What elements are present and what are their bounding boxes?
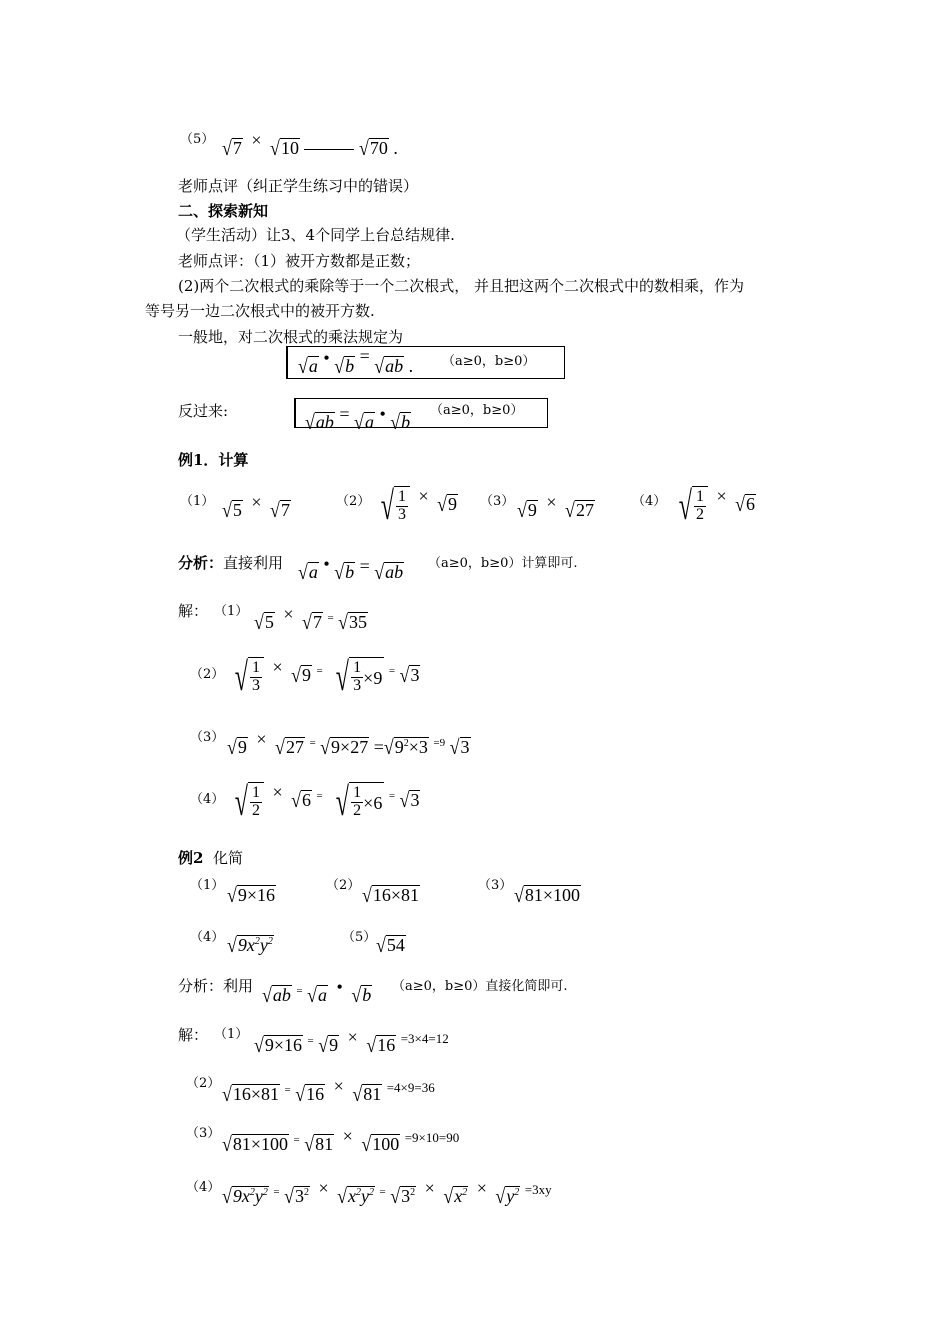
ex2-item5-expr: √54 xyxy=(376,933,405,957)
ex1-analysis-tail: （a≥0，b≥0）计算即可. xyxy=(428,556,578,571)
ex1-sol2-expr: √ $\frac{1}{3}$ × √9 = √ $\frac{1}{3}$ ×9 = √3 xyxy=(234,654,420,699)
ex1-item3-expr: √9 × √27 xyxy=(517,492,594,522)
ex2-analysis: 分析：利用 xyxy=(178,977,254,995)
ex2-item1-label: （1） xyxy=(190,878,225,893)
ex1-item2-label: （2） xyxy=(336,494,371,509)
ex2-item5-label: （5） xyxy=(342,930,377,945)
ex1-sol1-expr: √5 × √7 = √35 xyxy=(254,604,368,634)
ex1-sol3-expr: √9 × √27 = $√9\times 27 =√9^2\times 3$ $^{=9}$ √3 xyxy=(227,729,470,759)
ex2-sol3-expr: √81×100 = √81 × √100 $^{=9\times 10=90}$ xyxy=(222,1126,460,1156)
ex2-sol1-label: （1） xyxy=(214,1027,249,1042)
ex1-item4-label: （4） xyxy=(632,494,667,509)
example1-title: 例1．计算 xyxy=(178,451,249,469)
ex1-sol4-expr: √ $\frac{1}{2}$ × √6 = √ $\frac{1}{2}$ ×6 = √3 xyxy=(234,779,420,824)
ex2-item3-label: （3） xyxy=(478,878,513,893)
ex2-sol4-expr: $√9x^2y^2$ = $√3^2 \times √x^2y^2$ = $√3^2 \times √x^2 \times √y^2$ $^{=3xy}$ xyxy=(222,1178,552,1208)
ex2-item4-expr: $√9x^2y^2$ xyxy=(227,933,273,957)
ex2-item2-expr: √16×81 xyxy=(362,883,420,907)
ex1-sol4-label: （4） xyxy=(190,792,225,807)
ex2-sol1-expr: √9×16 = √9 × √16 $^{=3\times 4=12}$ xyxy=(254,1027,449,1057)
rule-line-1: (2)两个二次根式的乘除等于一个二次根式， 并且把这两个二次根式中的数相乘，作为 xyxy=(178,277,745,295)
teacher-comment-2: 老师点评：（1）被开方数都是正数； xyxy=(178,252,421,270)
ex1-item3-label: （3） xyxy=(480,494,515,509)
ex2-item2-label: （2） xyxy=(326,878,361,893)
example2-title: 例2 化简 xyxy=(178,849,243,867)
ex1-sol3-label: （3） xyxy=(190,730,225,745)
reverse-rule-formula: √ab = √a • √b xyxy=(305,404,411,434)
ex1-item1-expr: √5 × √7 xyxy=(222,492,290,522)
ex2-analysis-tail: （a≥0，b≥0）直接化简即可. xyxy=(392,979,568,994)
reverse-label: 反过来: xyxy=(178,402,229,420)
ex2-item4-label: （4） xyxy=(190,930,225,945)
ex1-item4-expr: √ $\frac{1}{2}$ × √6 xyxy=(678,483,755,528)
ex2-item3-expr: √81×100 xyxy=(514,883,581,907)
reverse-rule-condition: （a≥0，b≥0） xyxy=(430,403,524,418)
ex1-sol1-label: （1） xyxy=(214,604,249,619)
ex1-item1-label: （1） xyxy=(180,494,215,509)
teacher-comment-1: 老师点评（纠正学生练习中的错误） xyxy=(178,177,419,195)
ex2-analysis-formula: √ab = √a • √b xyxy=(262,977,372,1007)
generally-text: 一般地，对二次根式的乘法规定为 xyxy=(178,328,404,346)
section-heading: 二、探索新知 xyxy=(178,202,269,220)
rule-line-2: 等号另一边二次根式中的被开方数. xyxy=(145,302,375,320)
multiplication-rule-condition: （a≥0，b≥0） xyxy=(442,354,536,369)
ex2-sol3-label: （3） xyxy=(186,1126,221,1141)
student-activity: （学生活动）让3、4个同学上台总结规律. xyxy=(176,226,455,244)
ex2-sol4-label: （4） xyxy=(186,1180,221,1195)
ex1-solution-label: 解： xyxy=(178,602,209,620)
ex2-sol2-label: （2） xyxy=(186,1076,221,1091)
multiplication-rule-formula: √a • √b = √ab . xyxy=(298,346,414,378)
q5-label: （5） xyxy=(180,132,215,147)
ex2-item1-expr: √9×16 xyxy=(227,883,276,907)
ex1-sol2-label: （2） xyxy=(190,667,225,682)
ex1-item2-expr: √ $\frac{1}{3}$ × √9 xyxy=(380,483,457,528)
ex1-analysis: 分析：直接利用 xyxy=(178,554,284,572)
ex1-analysis-formula: √a • √b = √ab xyxy=(298,554,404,584)
ex2-solution-label: 解： xyxy=(178,1026,209,1044)
q5-expression: √7 × √10 √70 . xyxy=(222,130,398,160)
ex2-sol2-expr: √16×81 = √16 × √81 $^{=4\times 9=36}$ xyxy=(222,1076,435,1106)
